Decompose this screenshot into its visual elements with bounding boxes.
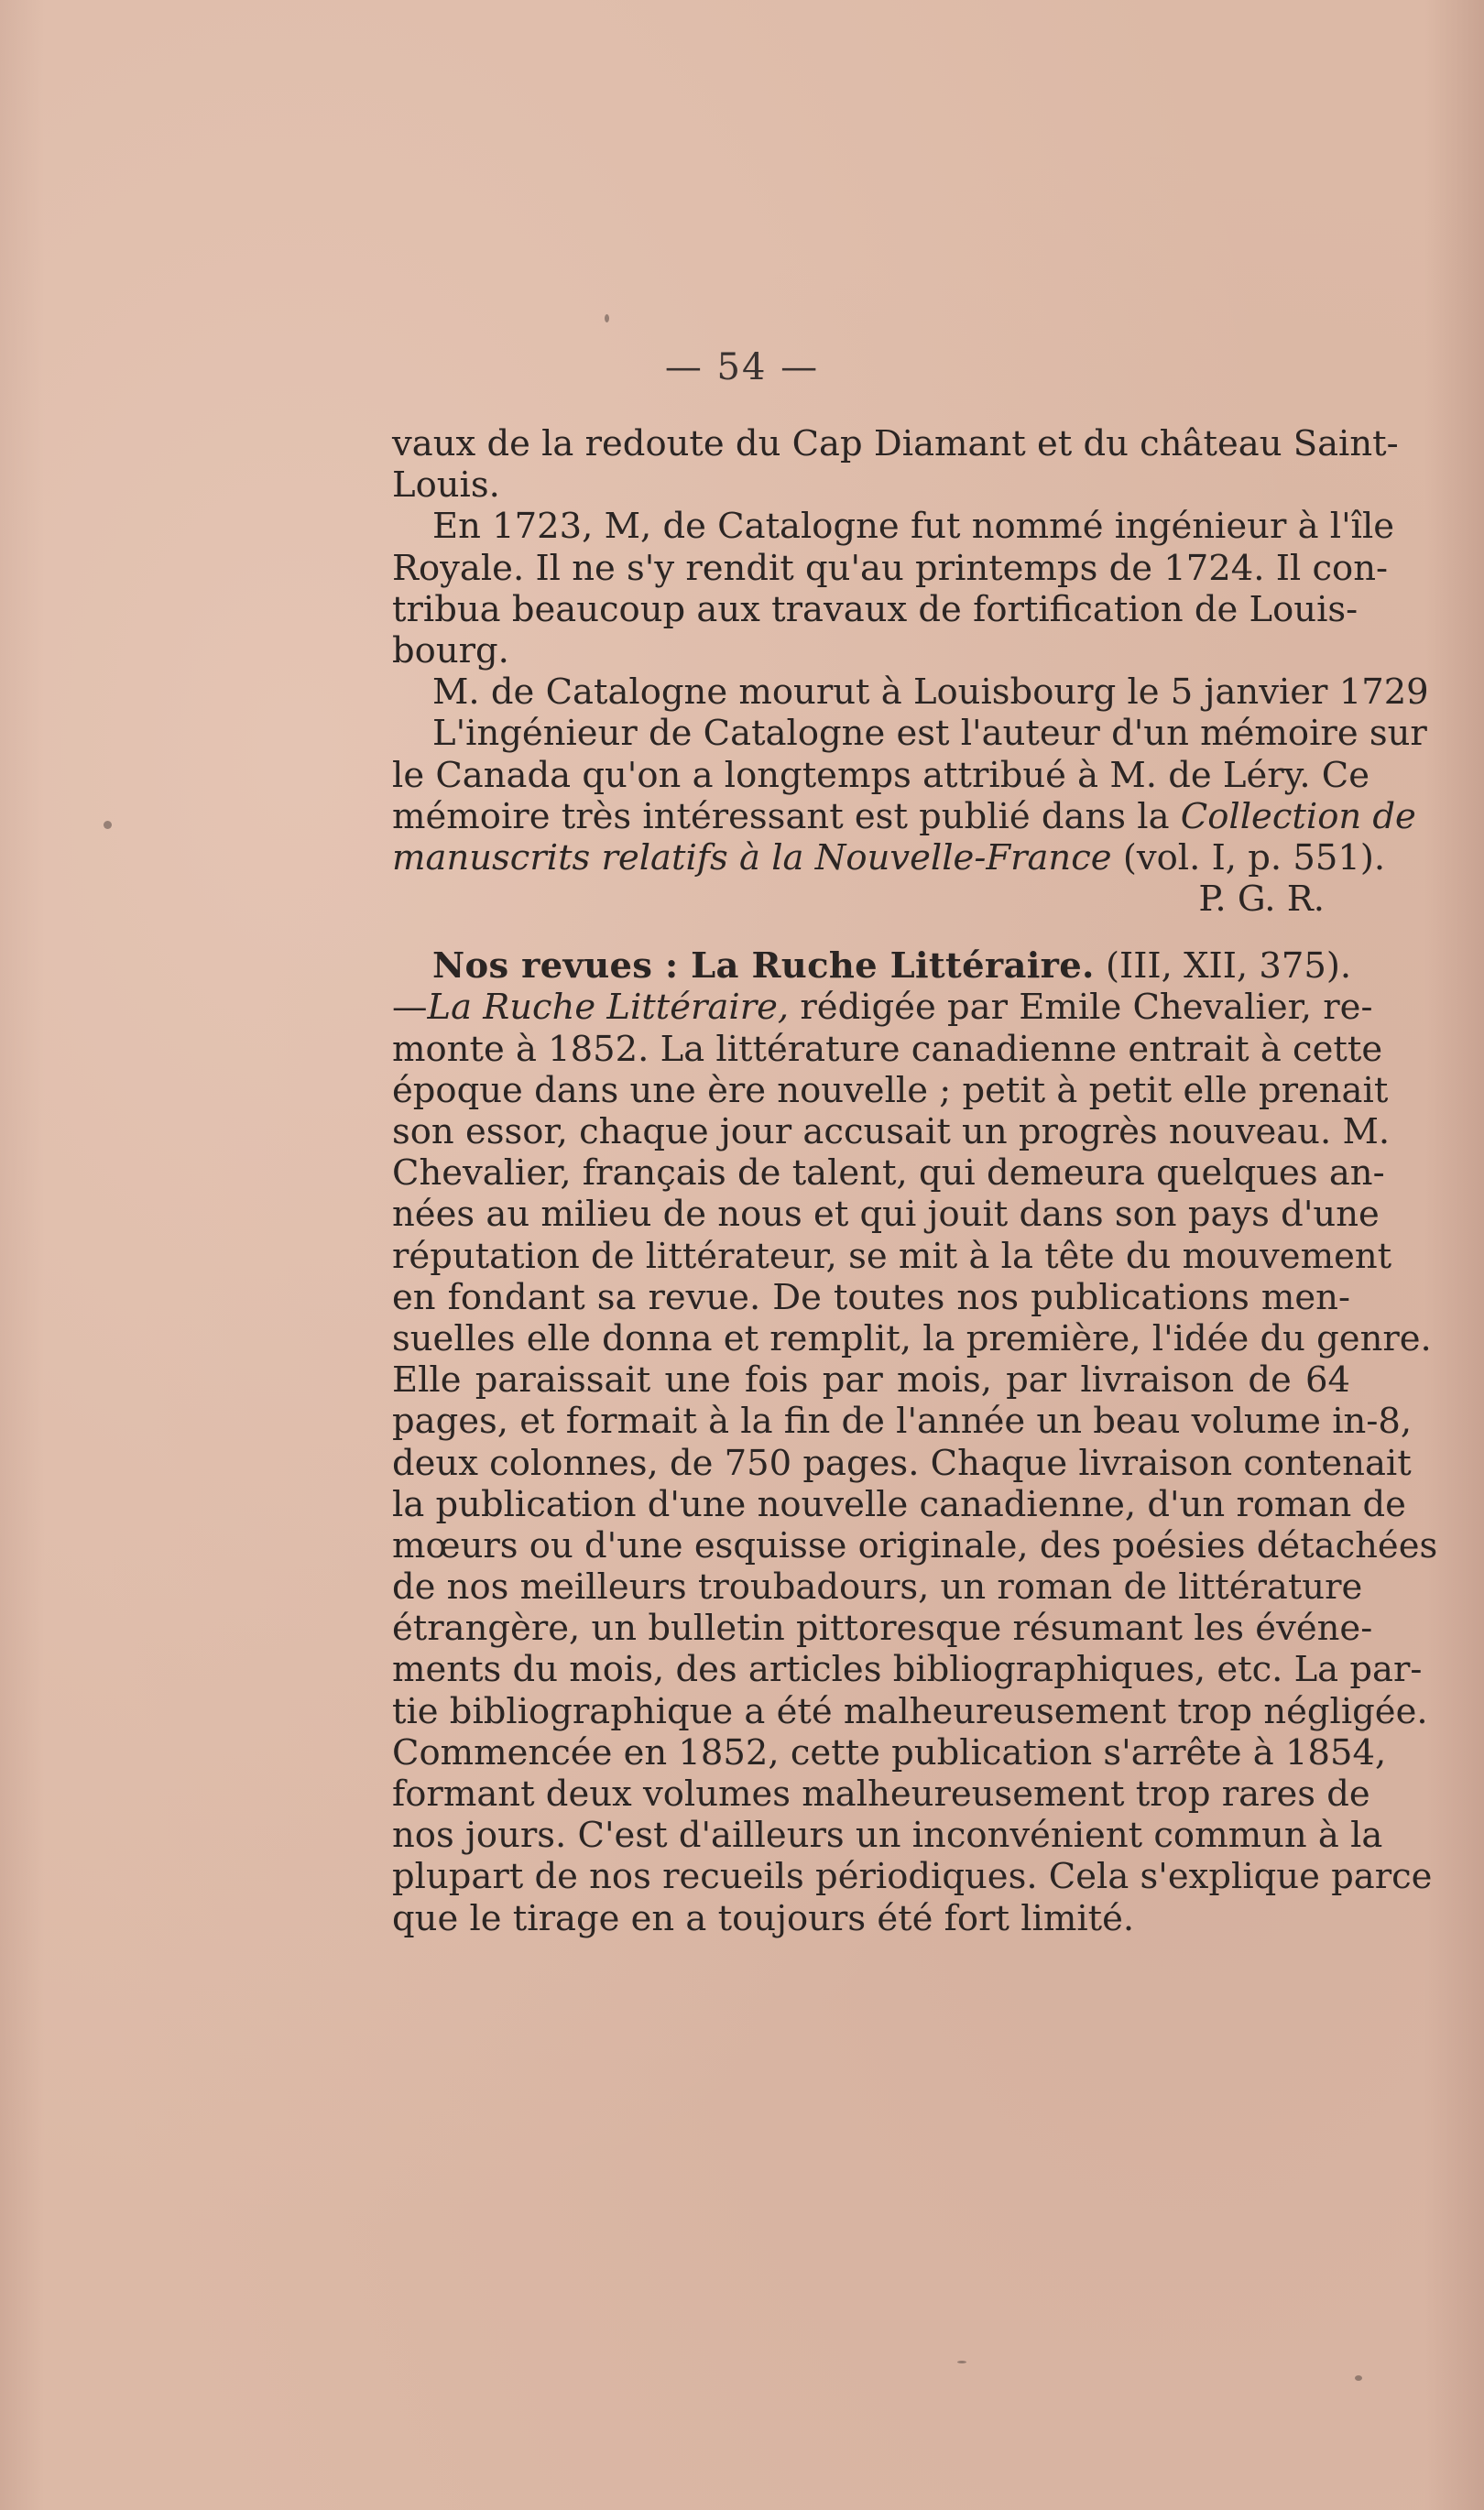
- collection-title: Collection de: [1180, 795, 1416, 837]
- text-line: que le tirage en a toujours été fort limité.: [392, 1897, 1135, 1939]
- text-line: en fondant sa revue. De toutes nos publications men-: [392, 1276, 1350, 1318]
- text-line: tribua beaucoup aux travaux de fortification de Louis-: [392, 588, 1359, 630]
- heading-reference: (III, XII, 375).: [1105, 945, 1352, 988]
- text-line: bourg.: [392, 629, 509, 671]
- page-number: — 54 —: [664, 346, 820, 388]
- heading-title: Nos revues : La Ruche Littéraire.: [432, 945, 1095, 988]
- text-line: L'ingénieur de Catalogne est l'auteur d'un mémoire sur: [432, 713, 1427, 755]
- page-body: [392, 423, 1438, 1939]
- text-line: [392, 987, 1373, 1029]
- text-line: [392, 795, 1416, 837]
- text-fragment: mémoire très intéressant est publié dans la: [392, 795, 1170, 837]
- text-line: Royale. Il ne s'y rendit qu'au printemps de 1724. Il con-: [392, 547, 1389, 589]
- text-line: mœurs ou d'une esquisse originale, des poésies détachées: [392, 1524, 1438, 1566]
- text-line: son essor, chaque jour accusait un progrès nouveau. M.: [392, 1111, 1391, 1152]
- em-dash: —: [392, 987, 428, 1029]
- text-line: Commencée en 1852, cette publication s'arrête à 1854,: [392, 1731, 1387, 1773]
- ink-speck: [104, 821, 112, 829]
- text-line: pages, et formait à la fin de l'année un beau volume in-8,: [392, 1401, 1413, 1443]
- article-ruche: [392, 945, 1438, 1939]
- text-line: vaux de la redoute du Cap Diamant et du château Saint-: [392, 423, 1399, 464]
- text-line: nos jours. C'est d'ailleurs un inconvénient commun à la: [392, 1815, 1383, 1857]
- ink-speck: [1355, 2375, 1362, 2381]
- text-line: de nos meilleurs troubadours, un roman de littérature: [392, 1566, 1363, 1609]
- text-line: Elle paraissait une fois par mois, par livraison de 64: [392, 1359, 1350, 1402]
- text-line: nées au milieu de nous et qui jouit dans son pays d'une: [392, 1194, 1380, 1236]
- ink-speck: [957, 2361, 966, 2363]
- text-line: deux colonnes, de 750 pages. Chaque livraison contenait: [392, 1442, 1412, 1484]
- text-line: Louis.: [392, 464, 500, 507]
- text-line: formant deux volumes malheureusement trop rares de: [392, 1773, 1370, 1815]
- text-line: ments du mois, des articles bibliographiques, etc. La par-: [392, 1649, 1423, 1691]
- text-fragment: rédigée par Emile Chevalier, re-: [800, 987, 1373, 1029]
- text-line: réputation de littérateur, se mit à la tête du mouvement: [392, 1235, 1392, 1277]
- article-catalogne: [392, 423, 1429, 921]
- text-line: la publication d'une nouvelle canadienne, d'un roman de: [392, 1483, 1406, 1525]
- text-line: [392, 836, 1386, 878]
- text-line: Chevalier, français de talent, qui demeura quelques an-: [392, 1152, 1385, 1195]
- article-heading: [392, 945, 1350, 987]
- text-line: plupart de nos recueils périodiques. Cela s'explique parce: [392, 1856, 1433, 1898]
- text-line: tie bibliographique a été malheureusement trop négligée.: [392, 1690, 1428, 1732]
- author-signature: P. G. R.: [1198, 878, 1325, 921]
- text-line: M. de Catalogne mourut à Louisbourg le 5 janvier 1729: [432, 671, 1429, 714]
- text-line: monte à 1852. La littérature canadienne entrait à cette: [392, 1028, 1383, 1070]
- text-line: le Canada qu'on a longtemps attribué à M. de Léry. Ce: [392, 754, 1370, 796]
- ink-speck: [605, 314, 609, 322]
- collection-title-cont: manuscrits relatifs à la Nouvelle-France: [392, 836, 1112, 878]
- revue-title: La Ruche Littéraire,: [427, 987, 790, 1029]
- volume-ref: (vol. I, p. 551).: [1122, 836, 1386, 878]
- text-line: suelles elle donna et remplit, la première, l'idée du genre.: [392, 1317, 1432, 1359]
- text-line: époque dans une ère nouvelle ; petit à petit elle prenait: [392, 1069, 1389, 1111]
- text-line: En 1723, M, de Catalogne fut nommé ingénieur à l'île: [432, 506, 1395, 548]
- text-line: étrangère, un bulletin pittoresque résumant les événe-: [392, 1608, 1373, 1650]
